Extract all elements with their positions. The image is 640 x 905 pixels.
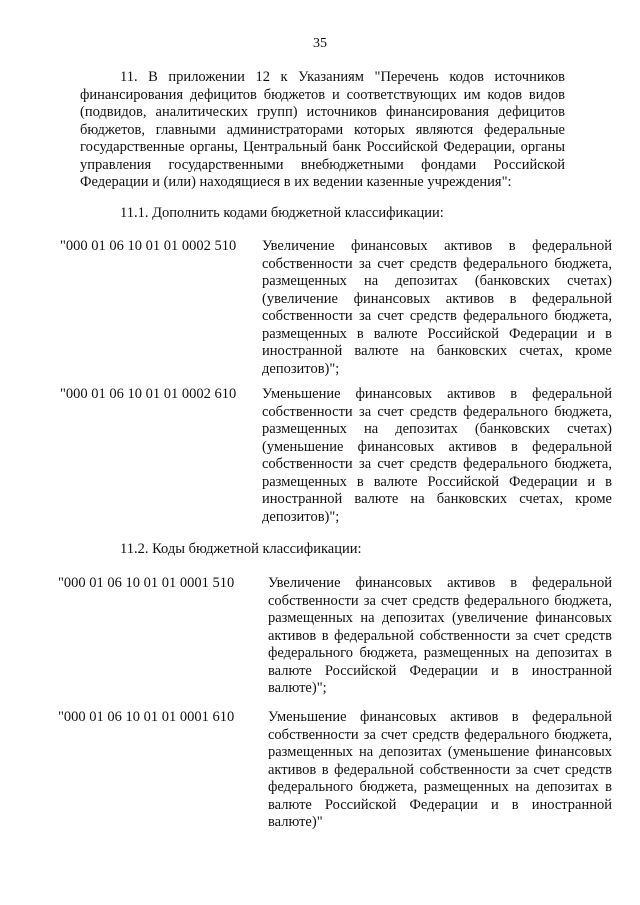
budget-code: "000 01 06 10 01 01 0002 610 [60,386,237,402]
code-entry-0002-610 [60,386,612,526]
budget-code: "000 01 06 10 01 01 0001 510 [58,575,235,591]
code-entry-0001-510 [58,575,612,700]
page-number: 35 [313,36,327,51]
budget-code: "000 01 06 10 01 01 0001 610 [58,709,235,725]
code-description: Уменьшение финансовых активов в федеральной собственности за счет средств федерального бюджета, размещенных на депозитах (банковских счетах) (уменьшение финансовых активов в федеральной собственности за счет средств федерального бюджета, размещенных в валюте Российской Федерации и в иностранной валюте на банковских счетах, кроме депозитов)"; [262,386,612,525]
paragraph-11: 11. В приложении 12 к Указаниям "Перечень кодов источников финансирования дефицитов бюджетов и соответствующих им кодов видов (подвидов, аналитических групп) источников финансирования дефицитов бюджетов, главными администраторами которых являются федеральные государственные органы, Центральный банк Российской Федерации, органы управления государственными внебюджетными фондами Российской Федерации и (или) находящиеся в их ведении казенные учреждения": [80,69,565,190]
budget-code: "000 01 06 10 01 01 0002 510 [60,238,237,254]
code-description: Уменьшение финансовых активов в федеральной собственности за счет средств федерального бюджета, размещенных на депозитах (уменьшение финансовых активов в федеральной собственности за счет средств федерального бюджета, размещенных на депозитах в валюте Российской Федерации и в иностранной валюте)" [268,709,612,830]
section-11-1-heading: 11.1. Дополнить кодами бюджетной классификации: [120,205,444,221]
code-entry-0002-510 [60,238,612,378]
code-description: Увеличение финансовых активов в федеральной собственности за счет средств федерального бюджета, размещенных на депозитах (банковских счетах) (увеличение финансовых активов в федеральной собственности за счет средств федерального бюджета, размещенных в валюте Российской Федерации и в иностранной валюте на банковских счетах, кроме депозитов)"; [262,238,612,377]
code-entry-0001-610 [58,709,612,834]
section-11-2-heading: 11.2. Коды бюджетной классификации: [120,541,362,557]
code-description: Увеличение финансовых активов в федеральной собственности за счет средств федерального бюджета, размещенных на депозитах (увеличение финансовых активов в федеральной собственности за счет средств федерального бюджета, размещенных на депозитах в валюте Российской Федерации и в иностранной валюте)"; [268,575,612,696]
